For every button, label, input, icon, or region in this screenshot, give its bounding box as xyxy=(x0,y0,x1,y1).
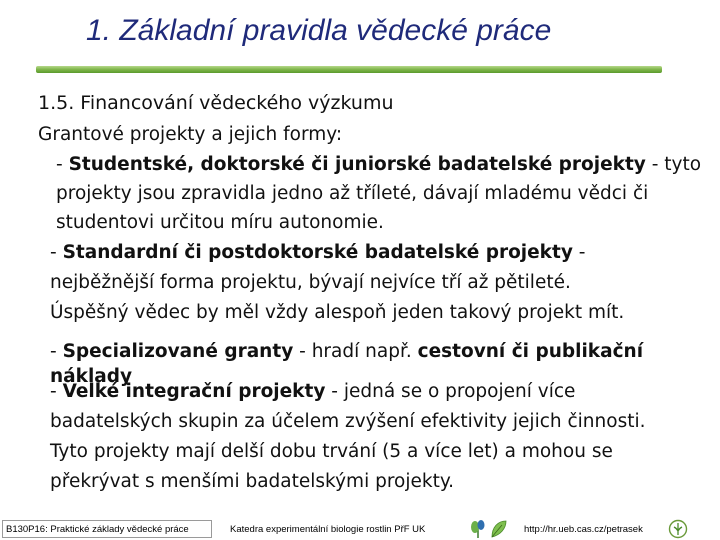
list-item-2-line-2: nejběžnější forma projektu, bývají nejvíce tří až pětileté. xyxy=(50,272,571,293)
dash: - xyxy=(50,242,63,263)
footer-url[interactable]: http://hr.ueb.cas.cz/petrasek xyxy=(524,524,643,535)
dash: - xyxy=(50,381,63,402)
list-item-2-line-3: Úspěšný vědec by měl vždy alespoň jeden takový projekt mít. xyxy=(50,302,625,323)
institute-logo-icon xyxy=(668,519,688,539)
dash: - xyxy=(50,341,63,362)
leaf-icon xyxy=(490,519,508,539)
list-item-4-line-3: Tyto projekty mají delší dobu trvání (5 a více let) a mohou se xyxy=(50,441,613,462)
list-item-3-line-1 xyxy=(50,341,643,363)
dash: - xyxy=(56,154,69,175)
item-1-bold: Studentské, doktorské či juniorské badatelské projekty xyxy=(68,154,646,175)
item-3-mid: - hradí např. xyxy=(293,341,418,362)
item-2-bold: Standardní či postdoktorské badatelské projekty xyxy=(62,242,573,263)
subheading: Grantové projekty a jejich formy: xyxy=(38,124,343,145)
item-4-rest: - jedná se o propojení více xyxy=(325,381,576,402)
footer-department: Katedra experimentální biologie rostlin PřF UK xyxy=(230,524,426,535)
item-3-bold: Specializované granty xyxy=(62,341,294,362)
plant-icon xyxy=(470,519,486,539)
footer-course: B130P16: Praktické základy vědecké práce xyxy=(6,524,189,535)
list-item-4-line-2: badatelských skupin za účelem zvýšení efektivity jejich činnosti. xyxy=(50,411,646,432)
list-item-1-line-2: projekty jsou zpravidla jedno až tříleté, dávají mladému vědci či xyxy=(56,183,649,204)
list-item-2-line-1 xyxy=(50,242,585,264)
item-1-rest: - tyto xyxy=(645,154,702,175)
item-4-bold: Velké integrační projekty xyxy=(62,381,326,402)
list-item-4-line-1 xyxy=(50,381,575,403)
list-item-1-line-3: studentovi určitou míru autonomie. xyxy=(56,212,384,233)
item-3-bold-2: cestovní či publikační xyxy=(417,341,644,362)
item-3-bold-3: náklady xyxy=(50,366,133,387)
item-2-rest: - xyxy=(572,242,586,263)
list-item-1-line-1 xyxy=(56,154,701,176)
title-divider xyxy=(36,66,662,73)
slide-title: 1. Základní pravidla vědecké práce xyxy=(86,14,552,47)
section-heading: 1.5. Financování vědeckého výzkumu xyxy=(38,92,394,114)
footer xyxy=(0,518,720,540)
footer-course-box xyxy=(2,520,212,538)
list-item-4-line-4: překrývat s menšími badatelskými projekty. xyxy=(50,471,455,492)
